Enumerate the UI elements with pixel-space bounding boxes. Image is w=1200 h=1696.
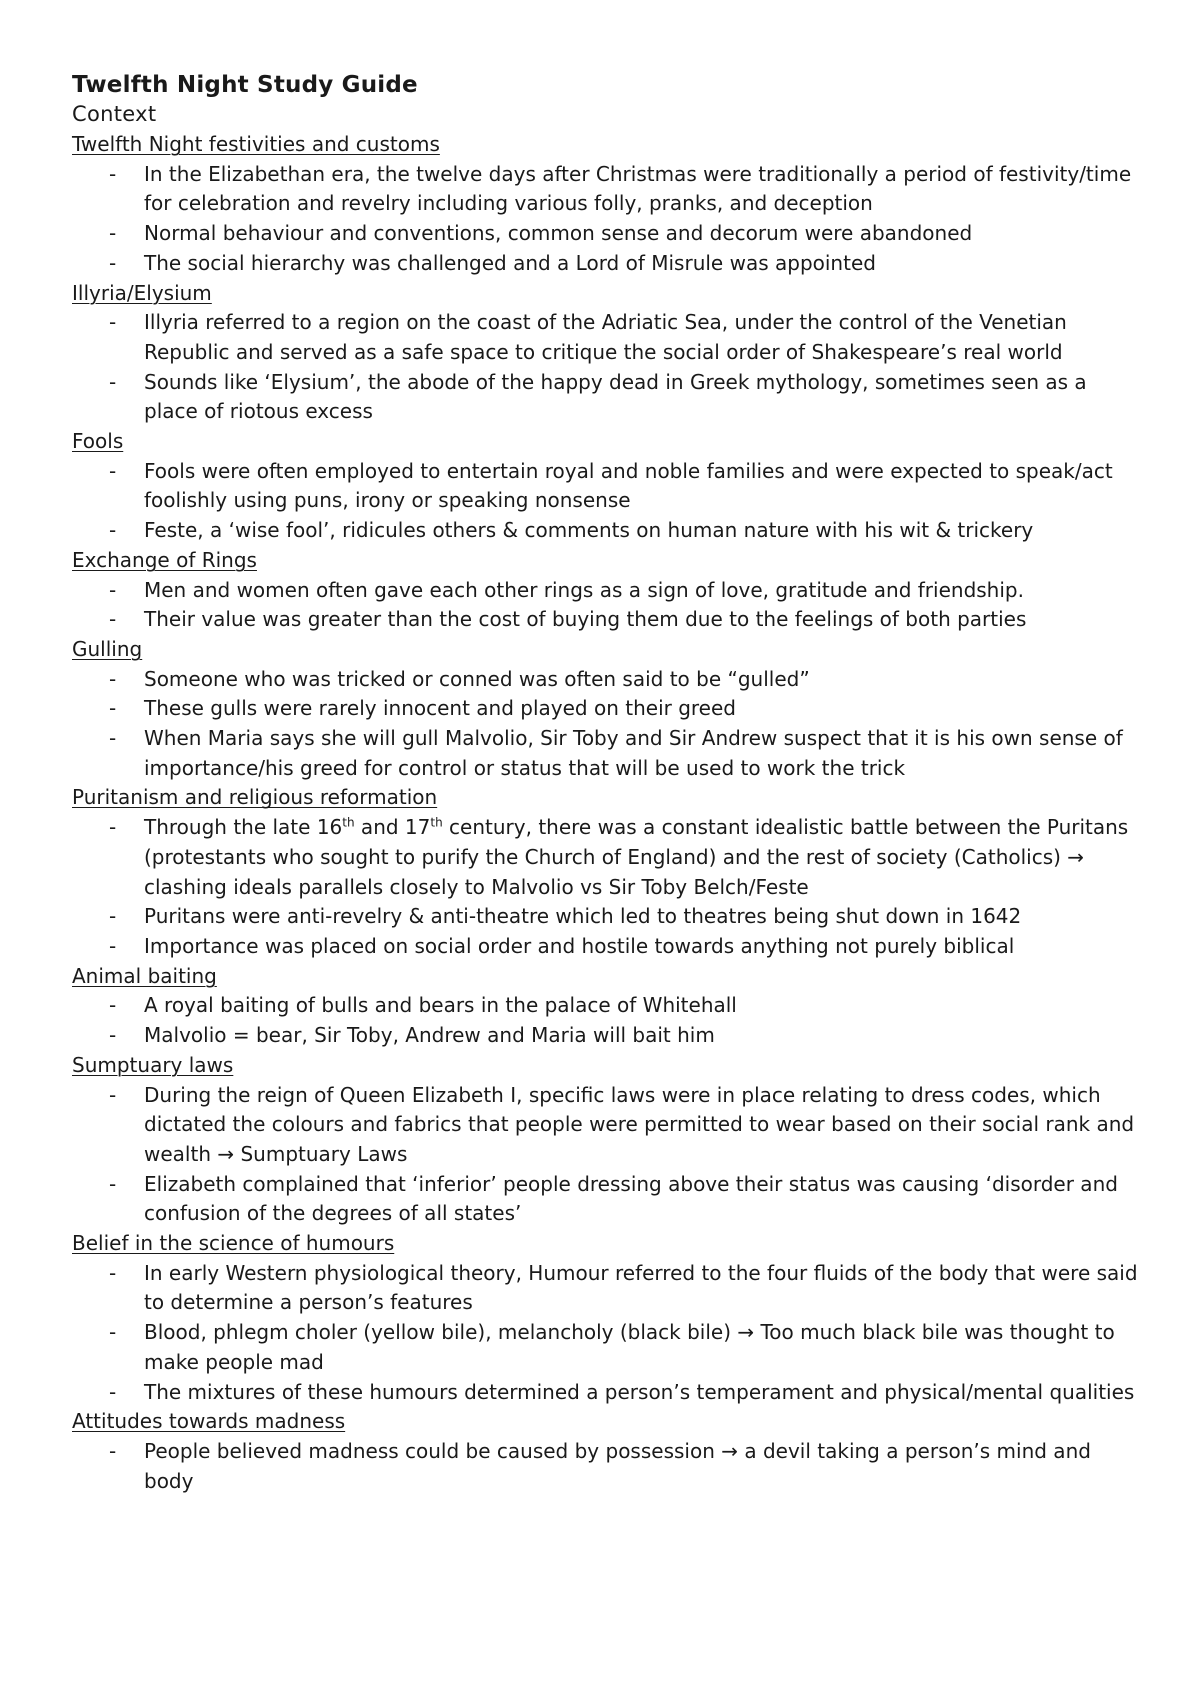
bullet-list-festivities	[72, 160, 1142, 279]
list-item	[72, 1259, 1142, 1318]
list-item-text: Puritans were anti-revelry & anti-theatre which led to theatres being shut down in 1642	[144, 904, 1022, 929]
bullet-dash: -	[109, 904, 117, 929]
list-item	[72, 368, 1142, 427]
list-item-text	[144, 815, 1128, 898]
section-heading-fools: Fools	[72, 429, 124, 454]
bullet-dash: -	[109, 1171, 117, 1196]
section-heading-gulling: Gulling	[72, 636, 143, 661]
list-item	[72, 932, 1142, 962]
bullet-dash: -	[109, 696, 117, 721]
list-item-text: Feste, a ‘wise fool’, ridicules others & comments on human nature with his wit & trickery	[144, 518, 1034, 543]
bullet-dash: -	[109, 1379, 117, 1404]
document-page	[72, 70, 1142, 1496]
bullet-dash: -	[109, 161, 117, 186]
list-item-text: People believed madness could be caused by possession → a devil taking a person’s mind and body	[144, 1438, 1091, 1493]
bullet-dash: -	[109, 993, 117, 1018]
list-item	[72, 1318, 1142, 1377]
list-item	[72, 160, 1142, 219]
list-item-text: Normal behaviour and conventions, common sense and decorum were abandoned	[144, 221, 973, 246]
bullet-dash: -	[109, 1320, 117, 1345]
bullet-list-madness	[72, 1437, 1142, 1496]
section-heading-puritanism: Puritanism and religious reformation	[72, 785, 438, 810]
bullet-dash: -	[109, 310, 117, 335]
list-item	[72, 308, 1142, 367]
bullet-dash: -	[109, 369, 117, 394]
text-fragment: Through the late 16	[144, 815, 343, 840]
list-item	[72, 1378, 1142, 1408]
list-item	[72, 576, 1142, 606]
list-item	[72, 516, 1142, 546]
bullet-dash: -	[109, 607, 117, 632]
section-heading-festivities: Twelfth Night festivities and customs	[72, 132, 440, 156]
list-item	[72, 724, 1142, 783]
ordinal-superscript: th	[342, 815, 355, 830]
list-item-text: During the reign of Queen Elizabeth I, specific laws were in place relating to dress codes, which dictated the colours and fabrics that people were permitted to wear based on their social rank and wealth → Sumptuary Laws	[144, 1082, 1135, 1166]
text-fragment: century, there was a constant idealistic battle between the Puritans (protestants who sought to purify the Church of England) and the rest of society (Catholics) → clashing ideals parallels closely to Malvolio vs Sir Toby Belch/Feste	[144, 815, 1129, 899]
list-item-text: Blood, phlegm choler (yellow bile), melancholy (black bile) → Too much black bile was thought to make people mad	[144, 1320, 1115, 1374]
list-item-text: Malvolio = bear, Sir Toby, Andrew and Maria will bait him	[144, 1023, 715, 1048]
bullet-dash: -	[109, 1082, 117, 1107]
bullet-dash: -	[109, 458, 117, 483]
list-item	[72, 605, 1142, 635]
list-item-text: When Maria says she will gull Malvolio, Sir Toby and Sir Andrew suspect that it is his own sense of importance/his greed for control or status that will be used to work the trick	[144, 726, 1123, 780]
list-item	[72, 1170, 1142, 1229]
section-heading-sumptuary: Sumptuary laws	[72, 1052, 234, 1077]
bullet-list-baiting	[72, 991, 1142, 1050]
bullet-dash: -	[109, 1260, 117, 1285]
context-heading: Context	[72, 102, 157, 126]
list-item-text: Men and women often gave each other rings as a sign of love, gratitude and friendship.	[144, 577, 1024, 602]
bullet-dash: -	[109, 726, 117, 751]
list-item-text: Elizabeth complained that ‘inferior’ people dressing above their status was causing ‘disorder and confusion of the degrees of all states’	[144, 1171, 1118, 1226]
list-item-text: Fools were often employed to entertain royal and noble families and were expected to speak/act foolishly using puns, irony or speaking nonsense	[144, 458, 1113, 513]
bullet-dash: -	[109, 666, 117, 691]
bullet-dash: -	[109, 815, 117, 840]
list-item-text: These gulls were rarely innocent and played on their greed	[144, 696, 736, 721]
list-item	[72, 457, 1142, 516]
list-item-text: Importance was placed on social order and hostile towards anything not purely biblical	[144, 933, 1015, 958]
bullet-dash: -	[109, 933, 117, 958]
list-item-text: In early Western physiological theory, Humour referred to the four fluids of the body that were said to determine a person’s features	[144, 1260, 1138, 1315]
bullet-dash: -	[109, 1438, 117, 1463]
list-item	[72, 991, 1142, 1021]
bullet-list-humours	[72, 1259, 1142, 1408]
section-heading-baiting: Animal baiting	[72, 963, 217, 988]
list-item	[72, 1437, 1142, 1496]
list-item	[72, 902, 1142, 932]
bullet-list-illyria	[72, 308, 1142, 427]
bullet-list-gulling	[72, 665, 1142, 784]
list-item	[72, 219, 1142, 249]
list-item	[72, 813, 1142, 902]
list-item	[72, 1021, 1142, 1051]
bullet-dash: -	[109, 250, 117, 275]
page-title: Twelfth Night Study Guide	[72, 72, 418, 98]
list-item	[72, 665, 1142, 695]
list-item	[72, 249, 1142, 279]
text-fragment: and 17	[354, 815, 431, 840]
bullet-list-fools	[72, 457, 1142, 546]
bullet-dash: -	[109, 1023, 117, 1048]
ordinal-superscript: th	[430, 815, 443, 830]
section-heading-rings: Exchange of Rings	[72, 547, 257, 572]
section-heading-illyria: Illyria/Elysium	[72, 280, 212, 305]
list-item-text: In the Elizabethan era, the twelve days after Christmas were traditionally a period of festivity/time for celebration and revelry including various folly, pranks, and deception	[144, 161, 1132, 216]
list-item-text: A royal baiting of bulls and bears in the palace of Whitehall	[144, 993, 737, 1018]
list-item-text: Illyria referred to a region on the coast of the Adriatic Sea, under the control of the Venetian Republic and served as a safe space to critique the social order of Shakespeare’s real world	[144, 310, 1067, 364]
list-item	[72, 694, 1142, 724]
bullet-dash: -	[109, 221, 117, 246]
list-item-text: Their value was greater than the cost of buying them due to the feelings of both parties	[144, 607, 1027, 632]
bullet-dash: -	[109, 518, 117, 543]
section-heading-madness: Attitudes towards madness	[72, 1409, 346, 1434]
list-item-text: Sounds like ‘Elysium’, the abode of the happy dead in Greek mythology, sometimes seen as a place of riotous excess	[144, 369, 1087, 424]
list-item	[72, 1081, 1142, 1170]
bullet-list-puritanism	[72, 813, 1142, 962]
bullet-list-sumptuary	[72, 1081, 1142, 1230]
bullet-list-rings	[72, 576, 1142, 635]
list-item-text: The social hierarchy was challenged and a Lord of Misrule was appointed	[144, 250, 876, 275]
list-item-text: The mixtures of these humours determined a person’s temperament and physical/mental qualities	[144, 1379, 1135, 1404]
section-heading-humours: Belief in the science of humours	[72, 1231, 395, 1256]
bullet-dash: -	[109, 577, 117, 602]
list-item-text: Someone who was tricked or conned was often said to be “gulled”	[144, 666, 810, 691]
